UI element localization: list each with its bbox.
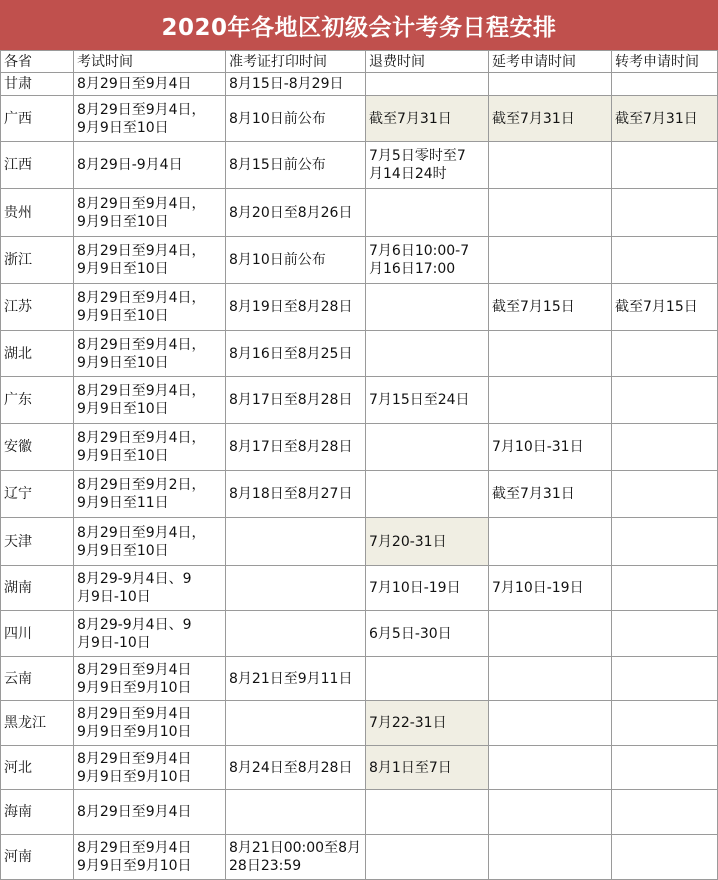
- table-row: [1, 377, 718, 424]
- cell-transfer-apply-time: [612, 377, 718, 424]
- cell-admission-print-time: 8月19日至8月28日: [226, 284, 366, 331]
- cell-province: 河北: [1, 746, 74, 790]
- cell-deferral-apply-time: 7月10日-31日: [489, 424, 612, 471]
- cell-exam-time: 8月29日至9月4日， 9月9日至10日: [74, 331, 226, 377]
- table-row: [1, 331, 718, 377]
- cell-refund-time: 6月5日-30日: [366, 611, 489, 657]
- cell-transfer-apply-time: [612, 471, 718, 518]
- sheet-title: 2020年各地区初级会计考务日程安排: [0, 0, 718, 50]
- table-row: [1, 835, 718, 880]
- cell-transfer-apply-time: [612, 746, 718, 790]
- column-header-admission-print-time: 准考证打印时间: [226, 51, 366, 73]
- cell-admission-print-time: [226, 518, 366, 566]
- cell-province: 浙江: [1, 237, 74, 284]
- cell-deferral-apply-time: [489, 518, 612, 566]
- schedule-table: [0, 50, 718, 880]
- cell-admission-print-time: [226, 790, 366, 835]
- cell-province: 天津: [1, 518, 74, 566]
- cell-province: 广西: [1, 96, 74, 142]
- cell-exam-time: 8月29日至9月4日， 9月9日至10日: [74, 189, 226, 237]
- cell-admission-print-time: 8月17日至8月28日: [226, 377, 366, 424]
- cell-transfer-apply-time: [612, 611, 718, 657]
- cell-transfer-apply-time: [612, 566, 718, 611]
- cell-refund-time: [366, 424, 489, 471]
- cell-province: 甘肃: [1, 73, 74, 96]
- cell-transfer-apply-time: [612, 701, 718, 746]
- cell-exam-time: 8月29日至9月4日， 9月9日至10日: [74, 284, 226, 331]
- cell-admission-print-time: 8月10日前公布: [226, 96, 366, 142]
- cell-deferral-apply-time: [489, 237, 612, 284]
- table-row: [1, 424, 718, 471]
- cell-province: 四川: [1, 611, 74, 657]
- cell-province: 海南: [1, 790, 74, 835]
- cell-exam-time: 8月29日至9月4日: [74, 790, 226, 835]
- table-row: [1, 284, 718, 331]
- cell-province: 黑龙江: [1, 701, 74, 746]
- cell-province: 云南: [1, 657, 74, 701]
- cell-admission-print-time: 8月17日至8月28日: [226, 424, 366, 471]
- table-row: [1, 790, 718, 835]
- cell-deferral-apply-time: [489, 746, 612, 790]
- cell-admission-print-time: 8月21日00:00至8月 28日23:59: [226, 835, 366, 880]
- cell-transfer-apply-time: [612, 237, 718, 284]
- cell-refund-time: [366, 189, 489, 237]
- cell-exam-time: 8月29日至9月4日 9月9日至9月10日: [74, 746, 226, 790]
- cell-exam-time: 8月29日至9月4日 9月9日至9月10日: [74, 835, 226, 880]
- cell-transfer-apply-time: [612, 518, 718, 566]
- table-row: [1, 611, 718, 657]
- cell-refund-time: 7月5日零时至7 月14日24时: [366, 142, 489, 189]
- cell-transfer-apply-time: [612, 657, 718, 701]
- cell-transfer-apply-time: [612, 142, 718, 189]
- cell-deferral-apply-time: 7月10日-19日: [489, 566, 612, 611]
- cell-transfer-apply-time: 截至7月15日: [612, 284, 718, 331]
- column-header-province: 各省: [1, 51, 74, 73]
- cell-deferral-apply-time: 截至7月15日: [489, 284, 612, 331]
- cell-exam-time: 8月29日至9月4日 9月9日至9月10日: [74, 701, 226, 746]
- cell-province: 江西: [1, 142, 74, 189]
- cell-province: 辽宁: [1, 471, 74, 518]
- cell-admission-print-time: 8月18日至8月27日: [226, 471, 366, 518]
- cell-province: 湖南: [1, 566, 74, 611]
- cell-exam-time: 8月29日-9月4日: [74, 142, 226, 189]
- table-row: [1, 73, 718, 96]
- cell-exam-time: 8月29-9月4日、9 月9日-10日: [74, 566, 226, 611]
- cell-transfer-apply-time: [612, 73, 718, 96]
- cell-deferral-apply-time: [489, 189, 612, 237]
- cell-refund-time: 7月10日-19日: [366, 566, 489, 611]
- cell-province: 安徽: [1, 424, 74, 471]
- cell-admission-print-time: [226, 611, 366, 657]
- table-row: [1, 96, 718, 142]
- header-row: [1, 51, 718, 73]
- cell-deferral-apply-time: 截至7月31日: [489, 471, 612, 518]
- cell-exam-time: 8月29日至9月4日: [74, 73, 226, 96]
- table-row: [1, 746, 718, 790]
- cell-refund-time: [366, 73, 489, 96]
- cell-refund-time: 7月6日10:00-7 月16日17:00: [366, 237, 489, 284]
- cell-transfer-apply-time: [612, 835, 718, 880]
- cell-admission-print-time: [226, 701, 366, 746]
- cell-exam-time: 8月29日至9月2日， 9月9日至11日: [74, 471, 226, 518]
- cell-admission-print-time: 8月10日前公布: [226, 237, 366, 284]
- cell-admission-print-time: [226, 566, 366, 611]
- cell-admission-print-time: 8月24日至8月28日: [226, 746, 366, 790]
- cell-admission-print-time: 8月15日-8月29日: [226, 73, 366, 96]
- table-row: [1, 237, 718, 284]
- cell-province: 江苏: [1, 284, 74, 331]
- cell-deferral-apply-time: [489, 835, 612, 880]
- cell-refund-time: [366, 657, 489, 701]
- cell-transfer-apply-time: [612, 424, 718, 471]
- cell-exam-time: 8月29日至9月4日， 9月9日至10日: [74, 518, 226, 566]
- table-row: [1, 189, 718, 237]
- cell-transfer-apply-time: 截至7月31日: [612, 96, 718, 142]
- cell-refund-time: [366, 790, 489, 835]
- cell-deferral-apply-time: [489, 657, 612, 701]
- table-row: [1, 471, 718, 518]
- column-header-exam-time: 考试时间: [74, 51, 226, 73]
- table-row: [1, 566, 718, 611]
- cell-transfer-apply-time: [612, 790, 718, 835]
- cell-exam-time: 8月29日至9月4日 9月9日至9月10日: [74, 657, 226, 701]
- cell-deferral-apply-time: 截至7月31日: [489, 96, 612, 142]
- cell-admission-print-time: 8月15日前公布: [226, 142, 366, 189]
- cell-exam-time: 8月29日至9月4日， 9月9日至10日: [74, 96, 226, 142]
- cell-refund-time: 7月22-31日: [366, 701, 489, 746]
- cell-refund-time: [366, 471, 489, 518]
- cell-deferral-apply-time: [489, 701, 612, 746]
- cell-deferral-apply-time: [489, 73, 612, 96]
- cell-transfer-apply-time: [612, 331, 718, 377]
- cell-province: 湖北: [1, 331, 74, 377]
- cell-transfer-apply-time: [612, 189, 718, 237]
- cell-refund-time: 7月15日至24日: [366, 377, 489, 424]
- cell-exam-time: 8月29日至9月4日， 9月9日至10日: [74, 424, 226, 471]
- cell-deferral-apply-time: [489, 142, 612, 189]
- cell-admission-print-time: 8月16日至8月25日: [226, 331, 366, 377]
- column-header-deferral-apply-time: 延考申请时间: [489, 51, 612, 73]
- cell-refund-time: [366, 835, 489, 880]
- cell-province: 贵州: [1, 189, 74, 237]
- cell-refund-time: 截至7月31日: [366, 96, 489, 142]
- cell-exam-time: 8月29日至9月4日， 9月9日至10日: [74, 377, 226, 424]
- table-row: [1, 701, 718, 746]
- cell-province: 河南: [1, 835, 74, 880]
- table-row: [1, 657, 718, 701]
- cell-admission-print-time: 8月20日至8月26日: [226, 189, 366, 237]
- table-row: [1, 142, 718, 189]
- cell-deferral-apply-time: [489, 611, 612, 657]
- cell-exam-time: 8月29日至9月4日， 9月9日至10日: [74, 237, 226, 284]
- cell-refund-time: 8月1日至7日: [366, 746, 489, 790]
- cell-refund-time: 7月20-31日: [366, 518, 489, 566]
- cell-exam-time: 8月29-9月4日、9 月9日-10日: [74, 611, 226, 657]
- cell-province: 广东: [1, 377, 74, 424]
- cell-refund-time: [366, 284, 489, 331]
- column-header-refund-time: 退费时间: [366, 51, 489, 73]
- cell-admission-print-time: 8月21日至9月11日: [226, 657, 366, 701]
- table-row: [1, 518, 718, 566]
- column-header-transfer-apply-time: 转考申请时间: [612, 51, 718, 73]
- cell-deferral-apply-time: [489, 331, 612, 377]
- cell-refund-time: [366, 331, 489, 377]
- cell-deferral-apply-time: [489, 377, 612, 424]
- cell-deferral-apply-time: [489, 790, 612, 835]
